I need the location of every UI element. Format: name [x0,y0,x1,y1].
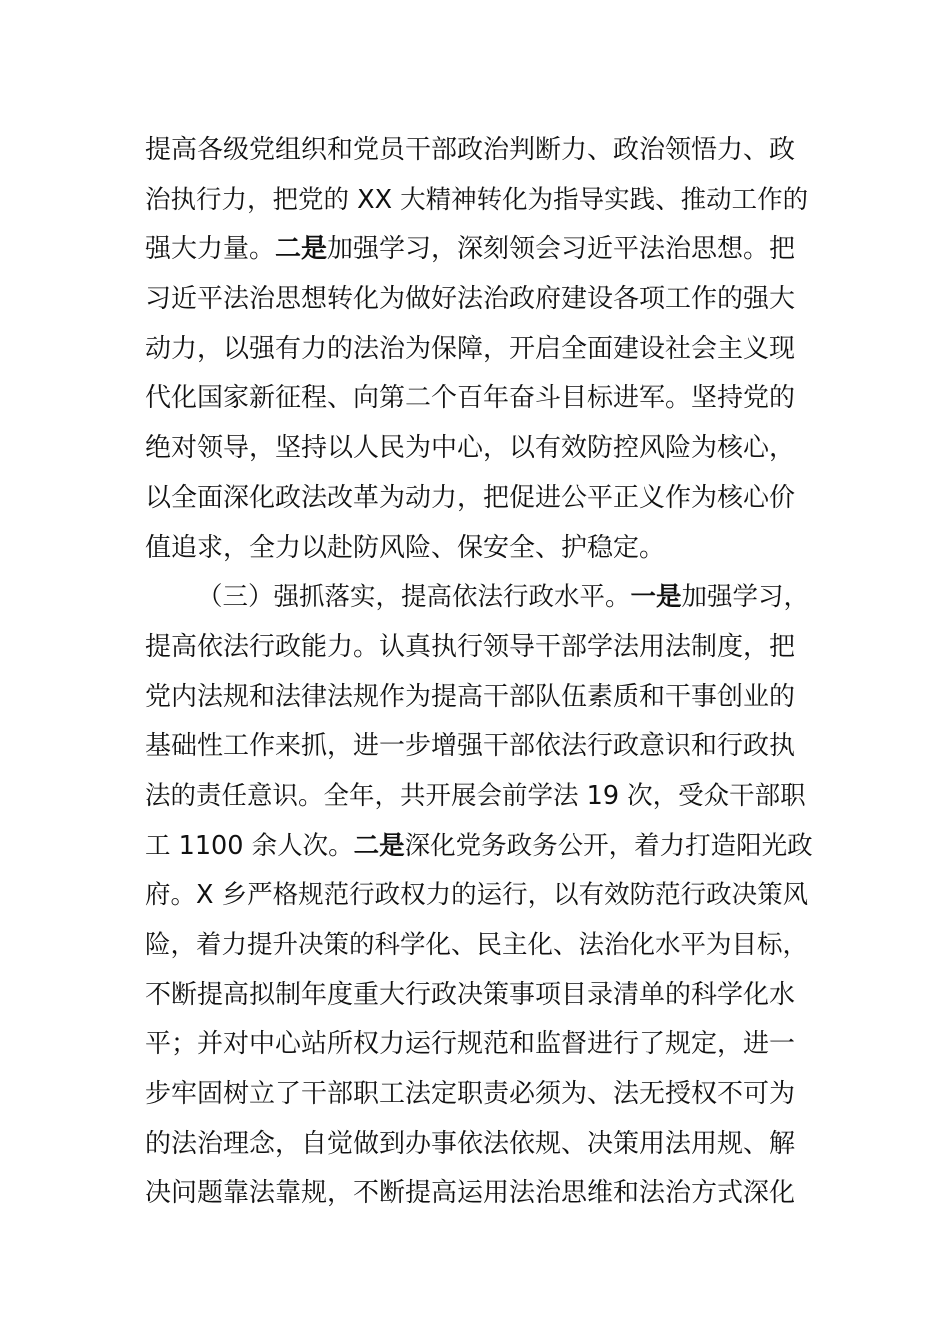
text-line [145,1120,815,1170]
text-segment: 险，着力提升决策的科学化、民主化、法治化水平为目标， [145,930,809,960]
text-line [145,623,815,673]
text-line [145,822,815,872]
text-segment: 党内法规和法律法规作为提高干部队伍素质和干事创业的 [145,681,796,712]
text-line [145,1169,815,1219]
text-line [145,772,815,822]
text-segment: 习近平法治思想转化为做好法治政府建设各项工作的强大 [145,284,796,315]
text-segment: 府。X 乡严格规范行政权力的运行，以有效防范行政决策风 [145,880,809,911]
text-segment: 以全面深化政法改革为动力，把促进公平正义作为核心价 [145,482,796,513]
text-segment: 加强学习，深刻领会习近平法治思想。把 [327,234,796,265]
text-segment: 深化党务政务公开，着力打造阳光政 [404,830,813,861]
text-line [145,722,815,772]
text-line [145,325,815,375]
text-line [145,225,815,275]
text-segment: 步牢固树立了干部职工法定职责必须为、法无授权不可为 [145,1079,796,1110]
text-segment: 不断提高拟制年度重大行政决策事项目录清单的科学化水 [145,979,796,1010]
text-line [145,871,815,921]
text-line [145,424,815,474]
bold-text-segment: 二是 [275,234,328,265]
text-line [145,1020,815,1070]
text-segment: 加强学习， [681,582,810,613]
text-line [145,474,815,524]
text-segment: 法的责任意识。全年，共开展会前学法 19 次，受众干部职 [145,780,806,811]
text-segment: （三）强抓落实，提高依法行政水平。 [197,582,631,613]
body-text [145,126,815,1219]
text-segment: 提高各级党组织和党员干部政治判断力、政治领悟力、政 [145,135,796,165]
text-line [145,176,815,226]
text-segment: 基础性工作来抓，进一步增强干部依法行政意识和行政执 [145,731,796,762]
bold-text-segment: 一是 [630,582,682,613]
text-segment: 平；并对中心站所权力运行规范和监督进行了规定，进一 [145,1029,796,1060]
text-line [145,673,815,723]
text-segment: 提高依法行政能力。认真执行领导干部学法用法制度，把 [145,631,796,662]
text-segment: 工 1100 余人次。 [145,830,354,861]
text-segment: 动力，以强有力的法治为保障，开启全面建设社会主义现 [145,333,796,364]
text-line [145,524,815,574]
text-segment: 强大力量。 [145,234,276,265]
text-segment: 值追求，全力以赴防风险、保安全、护稳定。 [145,532,666,563]
text-line [145,1070,815,1120]
text-line [145,126,815,176]
text-line [145,374,815,424]
text-segment: 治执行力，把党的 XX 大精神转化为指导实践、推动工作的 [145,184,809,215]
text-segment: 代化国家新征程、向第二个百年奋斗目标进军。坚持党的 [145,383,796,414]
text-segment: 绝对领导，坚持以人民为中心，以有效防控风险为核心， [145,433,796,464]
text-segment: 的法治理念，自觉做到办事依法依规、决策用法用规、解 [145,1128,796,1159]
text-line [145,573,815,623]
bold-text-segment: 二是 [353,830,405,861]
text-line [145,971,815,1021]
text-segment: 决问题靠法靠规，不断提高运用法治思维和法治方式深化 [145,1178,796,1209]
text-line [145,921,815,971]
text-line [145,275,815,325]
